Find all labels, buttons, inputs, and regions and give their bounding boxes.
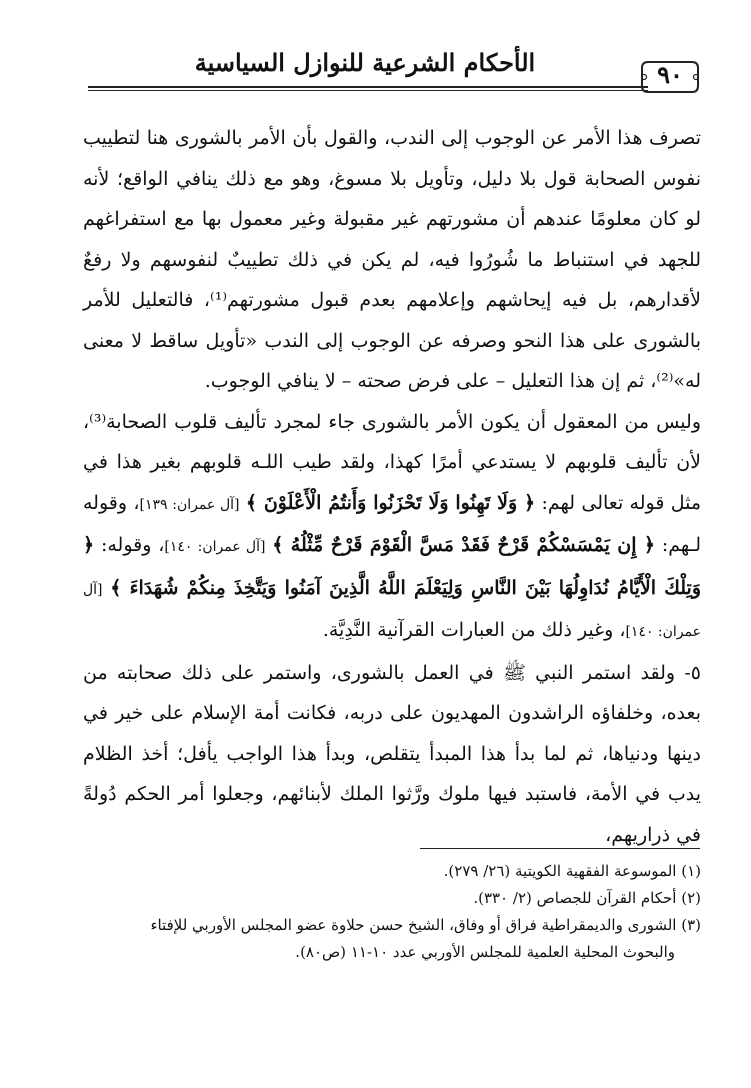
paragraph: ٥- ولقد استمر النبي ﷺ في العمل بالشورى، واستمر على ذلك صحابته من بعده، وخلفاؤه الراشدون المهديون على دربه، فكانت أمة الإسلام على خير في دينها ودنياها، ثم لما بدأ هذا المبدأ يتقلص، وبدأ هذا الواجب يأفل؛ أخذ الظلام يدب في الأمة، فاستبد فيها ملوك ورَّثوا الملك لأبنائهم، وجعلوا أمر الحكم دُولةً في ذراريهم، (83, 661, 701, 846)
footnote-separator (420, 848, 700, 849)
footnote-continuation: والبحوث المحلية العلمية للمجلس الأوربي عدد ١٠-١١ (ص٨٠). (295, 943, 675, 961)
verse-continuation: ، وقوله: (100, 534, 165, 556)
footnotes (83, 858, 701, 966)
paragraph: تصرف هذا الأمر عن الوجوب إلى الندب، والقول بأن الأمر بالشورى هنا لتطييب نفوس الصحابة قول بلا دليل، وتأويل بلا مسوغ، وهو مع ذلك ينافي الواقع؛ لأنه لو كان معلومًا عندهم أن مشورتهم غير مقبولة وغير معمول بها مع استفراغهم للجهد في استنباط ما شُورُوا فيه، لم يكن في ذلك تطييبٌ لنفوسهم ولا رفعٌ لأقدارهم، بل فيه إيحاشهم وإعلامهم بعدم قبول مشورتهم⁽¹⁾، فالتعليل للأمر بالشورى على هذا النحو وصرفه عن الوجوب إلى الندب «تأويل ساقط لا معنى له»⁽²⁾، ثم إن هذا التعليل – على فرض صحته – لا ينافي الوجوب. (83, 127, 702, 392)
book-title: الأحكام الشرعية للنوازل السياسية (194, 48, 536, 77)
paragraph (83, 402, 701, 653)
page-number-frame (640, 58, 700, 96)
quran-verse: ﴿ وَتِلْكَ الْأَيَّامُ نُدَاوِلُهَا بَيْنَ النَّاسِ وَلِيَعْلَمَ اللَّهُ الَّذِينَ آمَنُوا وَيَتَّخِذَ مِنكُمْ شُهَدَاءَ ﴾ (83, 534, 701, 599)
verse-reference: [آل عمران: ١٤٠] (164, 539, 266, 555)
verse-continuation: ، وغير ذلك من العبارات القرآنية النَّدِيَّة. (322, 619, 626, 641)
header-rule (88, 86, 648, 88)
header-rule-thin (88, 90, 648, 91)
main-text (83, 118, 701, 855)
quran-verse: ﴿ إِن يَمْسَسْكُمْ قَرْحٌ فَقَدْ مَسَّ الْقَوْمَ قَرْحٌ مِّثْلُهُ ﴾ (272, 534, 656, 556)
footnote: (٣) الشورى والديمقراطية فراق أو وفاق، الشيخ حسن حلاوة عضو المجلس الأوربي للإفتاء (150, 916, 701, 934)
paragraph-text: وليس من المعقول أن يكون الأمر بالشورى جاء لمجرد تأليف قلوب الصحابة⁽³⁾، لأن تأليف قلوبهم لا يستدعي أمرًا كهذا، ولقد طيب اللـه قلوبهم بغير هذا في مثل قوله تعالى لهم: (83, 410, 702, 514)
verse-continuation: ، وقوله لـهم: (83, 491, 702, 556)
footnote: (١) الموسوعة الفقهية الكويتية (٢٦/ ٢٧٩). (443, 862, 701, 880)
page-number: ٩٠ (657, 60, 683, 89)
verse-reference: [آل عمران: ١٣٩] (139, 496, 240, 513)
verse-reference: [آل عمران: ١٤٠] (83, 581, 701, 640)
page-header (88, 38, 700, 104)
quran-verse: ﴿ وَلَا تَهِنُوا وَلَا تَحْزَنُوا وَأَنتُمُ الْأَعْلَوْنَ ﴾ (245, 491, 536, 514)
footnote: (٢) أحكام القرآن للجصاص (٢/ ٣٣٠). (473, 889, 701, 907)
